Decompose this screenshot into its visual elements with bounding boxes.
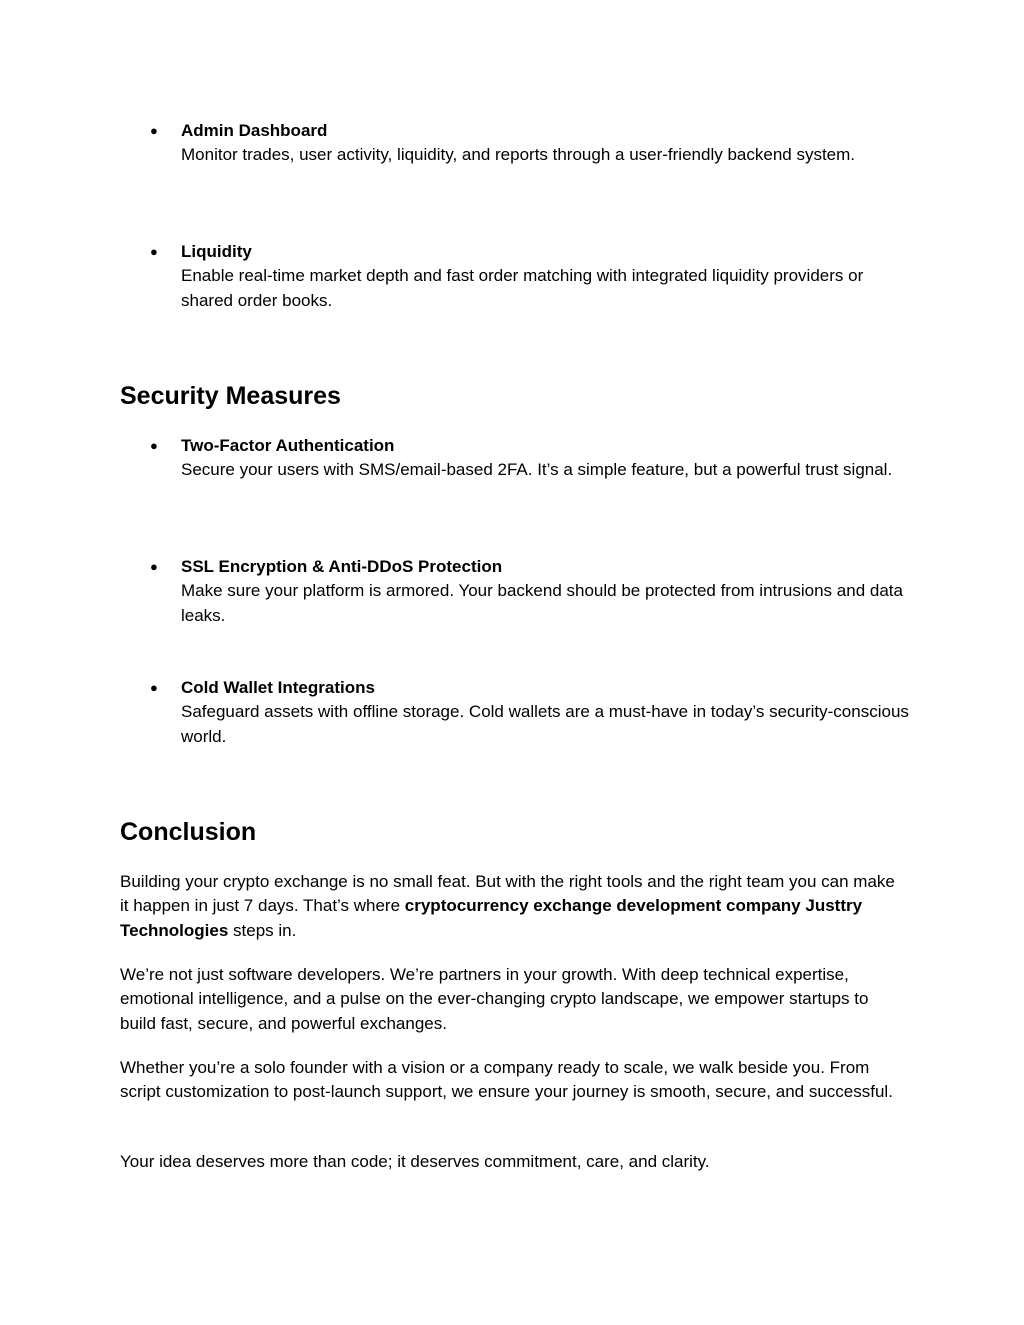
paragraph-text: Building your crypto exchange is no small feat. But with the right tools and the right team you can make it happen in just 7 days. That’s where [120,872,895,916]
bullet-icon: ● [150,559,158,574]
list-item-description: Monitor trades, user activity, liquidity, and reports through a user-friendly backend system. [181,145,856,165]
paragraph-text: steps in. [228,920,297,940]
section-heading-conclusion: Conclusion [120,818,257,846]
list-item-body [181,555,911,628]
list-item-body [181,676,911,749]
conclusion-paragraph [120,870,905,943]
bullet-icon: ● [150,244,158,259]
list-item-body [181,240,911,313]
bullet-icon: ● [150,123,158,138]
conclusion-paragraph: Your idea deserves more than code; it deserves commitment, care, and clarity. [120,1152,710,1171]
list-item-description: Secure your users with SMS/email-based 2FA. It’s a simple feature, but a powerful trust signal. [181,460,893,480]
bullet-icon: ● [150,680,158,695]
list-item-body [181,119,911,168]
bullet-icon: ● [150,438,158,453]
bold-company-name: cryptocurrency exchange development company Justtry Technologies [120,896,863,940]
list-item-title: Two-Factor Authentication [181,436,395,455]
section-heading-security: Security Measures [120,382,341,410]
list-item-description: Safeguard assets with offline storage. Cold wallets are a must-have in today’s security-conscious world. [181,702,909,746]
list-item-description: Enable real-time market depth and fast order matching with integrated liquidity providers or shared order books. [181,266,864,310]
list-item-title: Liquidity [181,242,252,261]
conclusion-paragraph: We’re not just software developers. We’re partners in your growth. With deep technical expertise, emotional intelligence, and a pulse on the ever-changing crypto landscape, we empower startups to build fast, secure, and powerful exchanges. [120,965,869,1033]
conclusion-paragraph: Whether you’re a solo founder with a vision or a company ready to scale, we walk beside you. From script customization to post-launch support, we ensure your journey is smooth, secure, and successful. [120,1058,893,1102]
list-item-title: SSL Encryption & Anti-DDoS Protection [181,557,503,576]
list-item-body [181,434,911,483]
list-item-title: Admin Dashboard [181,121,328,140]
list-item-title: Cold Wallet Integrations [181,678,375,697]
list-item-description: Make sure your platform is armored. Your backend should be protected from intrusions and data leaks. [181,581,903,625]
